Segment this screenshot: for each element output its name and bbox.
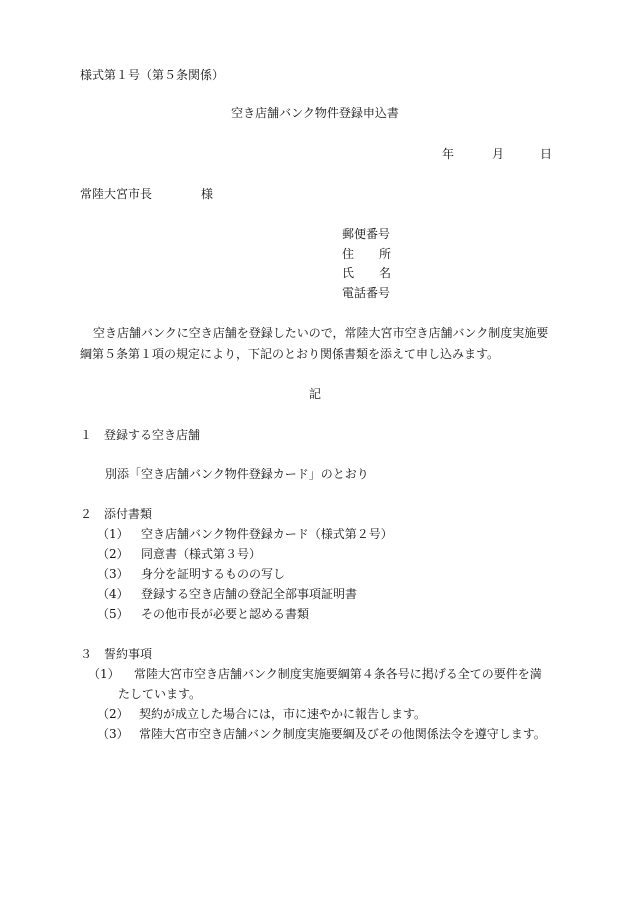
section-2-heading: ２ 添付書類 — [80, 507, 153, 521]
date-day: 日 — [540, 147, 553, 161]
attachment-item-number: （2） — [97, 547, 129, 561]
attachment-item-number: （1） — [97, 527, 129, 541]
postal-code-label: 郵便番号 — [342, 227, 391, 241]
pledge-item-text: 常陸大宮市空き店舗バンク制度実施要綱第４条各号に掲げる全ての要件を満 — [134, 667, 542, 681]
address-label-2: 所 — [379, 247, 392, 261]
attachment-item-text: 空き店舗バンク物件登録カード（様式第２号） — [141, 527, 393, 541]
document-title: 空き店舗バンク物件登録申込書 — [231, 106, 399, 120]
body-line-1: 空き店舗バンクに空き店舗を登録したいので，常陸大宮市空き店舗バンク制度実施要 — [93, 326, 549, 340]
ki-heading: 記 — [308, 387, 321, 401]
pledge-item-number: （3） — [97, 727, 129, 741]
phone-label: 電話番号 — [342, 286, 391, 300]
body-line-2: 綱第５条第１項の規定により，下記のとおり関係書類を添えて申し込みます。 — [80, 347, 500, 361]
attachment-item-number: （5） — [97, 607, 129, 621]
section-1-heading: １ 登録する空き店舗 — [80, 428, 201, 442]
date-month: 月 — [492, 147, 505, 161]
addressee-name: 常陸大宮市長 — [80, 187, 153, 201]
attachment-item-text: 登録する空き店舗の登記全部事項証明書 — [141, 587, 358, 601]
attachment-item-text: 身分を証明するものの写し — [141, 567, 286, 581]
section-3-heading: ３ 誓約事項 — [80, 647, 153, 661]
section-1-content: 別添「空き店舗バンク物件登録カード」のとおり — [105, 467, 369, 481]
pledge-item-text: 契約が成立した場合には，市に速やかに報告します。 — [139, 707, 427, 721]
addressee-honorific: 様 — [201, 187, 214, 201]
attachment-item-number: （3） — [97, 567, 129, 581]
name-label-1: 氏 — [342, 266, 355, 280]
date-year: 年 — [442, 147, 455, 161]
attachment-item-text: その他市長が必要と認める書類 — [141, 607, 310, 621]
pledge-item-number: （2） — [97, 707, 129, 721]
pledge-item-text: 常陸大宮市空き店舗バンク制度実施要綱及びその他関係法令を遵守します。 — [139, 727, 546, 741]
pledge-item-number: （1） — [88, 667, 120, 681]
pledge-item-continuation: たしています。 — [118, 687, 202, 701]
attachment-item-text: 同意書（様式第３号） — [141, 547, 262, 561]
name-label-2: 名 — [379, 266, 392, 280]
attachment-item-number: （4） — [97, 587, 129, 601]
address-label-1: 住 — [342, 247, 355, 261]
form-number: 様式第１号（第５条関係） — [80, 68, 225, 82]
